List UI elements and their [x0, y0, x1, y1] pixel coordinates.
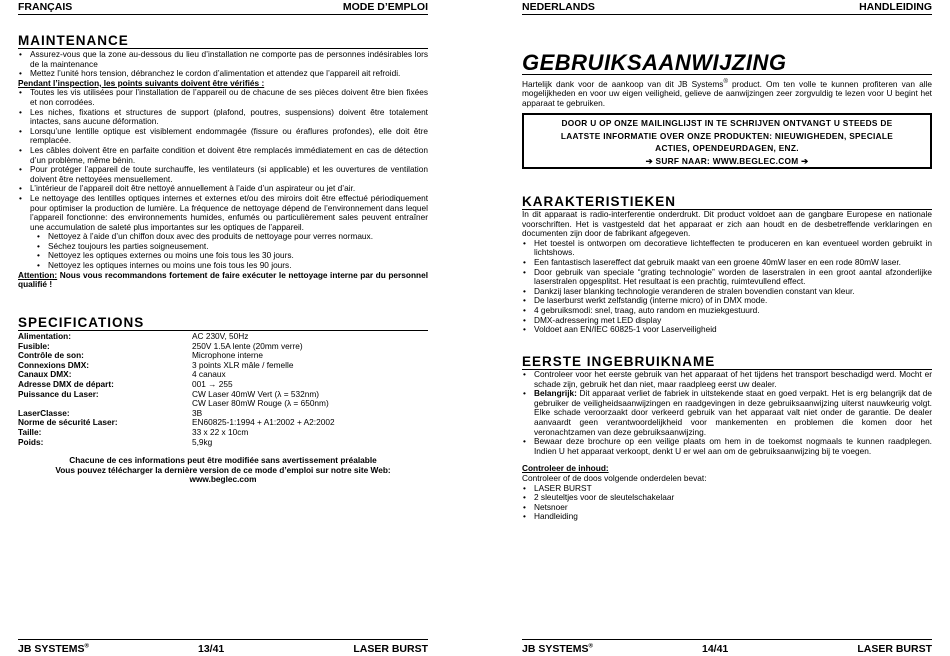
spec-label: Contrôle de son:: [18, 350, 84, 361]
spec-value: CW Laser 40mW Vert (λ = 532nm): [192, 388, 320, 399]
spec-value: 3B: [192, 407, 203, 418]
registered-mark: ®: [84, 643, 89, 650]
header-title: HANDLEIDING: [859, 1, 932, 13]
box-line-2: LAATSTE INFORMATIE OVER ONZE PRODUKTEN: NIEUWIGHEDEN, SPECIALE: [560, 130, 894, 141]
spec-label: Alimentation:: [18, 331, 72, 341]
intro-text-b: product. Om ten volle te kunnen profiteren van alle mogelijkheden en voor uw eigen veiligheid, gelieve de aanwijzingen zeer zorgvuldig te lezen voor U begint het apparaat te gebruiken.: [522, 78, 932, 108]
list-item: • Een fantastisch lasereffect dat gebruik maakt van een groene 40mW laser en een rode 80mW laser.: [522, 258, 932, 268]
features-section: [522, 210, 932, 335]
intro-paragraph: [522, 78, 932, 109]
registered-mark: ®: [723, 79, 728, 85]
list-item: • Nettoyez à l’aide d’un chiffon doux avec des produits de nettoyage pour verres normaux.: [18, 232, 428, 242]
inspection-list: [18, 88, 428, 232]
spec-value: 33 x 22 x 10cm: [192, 426, 249, 437]
list-item: • De laserburst werkt zelfstandig (interne micro) of in DMX mode.: [522, 296, 932, 306]
list-item: • Handleiding: [522, 512, 932, 522]
list-item: • LASER BURST: [522, 484, 932, 494]
list-item: • 2 sleuteltjes voor de sleutelschakelaar: [522, 493, 932, 503]
specifications-section: [18, 332, 428, 485]
box-line-4[interactable]: ➔ SURF NAAR: WWW.BEGLEC.COM ➔: [645, 155, 809, 166]
spec-label: Connexions DMX:: [18, 359, 89, 370]
list-item: • Door gebruik van speciale “grating technologie” worden de laserstralen in een groot aantal afzonderlijke laserstralen opgesplitst. Het resultaat is een prachtig, ruimtevullend effect.: [522, 268, 932, 287]
list-item: • Assurez-vous que la zone au-dessous du lieu d’installation ne comporte pas de personnes indésirables lors de la maintenance: [18, 50, 428, 69]
spec-value: 3 points XLR mâle / femelle: [192, 359, 294, 370]
footer-brand: [522, 643, 593, 655]
spec-label: LaserClasse:: [18, 407, 70, 418]
footer-brand-text: JB SYSTEMS: [18, 643, 85, 655]
maintenance-section: [18, 50, 428, 290]
title-divider: [522, 74, 932, 75]
list-item: • Nettoyez les optiques externes ou moins une fois tous les 30 jours.: [18, 251, 428, 261]
page-header: [18, 1, 428, 15]
header-language: FRANÇAIS: [18, 1, 73, 13]
spec-value: Microphone interne: [192, 350, 264, 361]
list-item: • Toutes les vis utilisées pour l’installation de l’appareil ou de chacune de ses pièces doivent être bien fixées et non corrodées.: [18, 88, 428, 107]
spec-value: 4 canaux: [192, 369, 226, 380]
list-item: • Le nettoyage des lentilles optiques internes et externes et/ou des miroirs doit être effectué périodiquement pour optimiser la production de lumière. La fréquence de nettoyage dépend de l’environnement dans lequel l’appareil fonctionne: des environnements humides, enfumés ou particulièrement sales peuvent entraîner une accumulation de saleté plus importantes sur les optiques de l’appareil.: [18, 194, 428, 232]
contents-intro: Controleer of de doos volgende onderdelen bevat:: [522, 472, 707, 483]
attention-label: Attention:: [18, 269, 58, 280]
document-title: GEBRUIKSAANWIJZING: [522, 50, 787, 75]
first-use-heading: EERSTE INGEBRUIKNAME: [522, 354, 932, 370]
intro-text-a: Hartelijk dank voor de aankoop van dit JB Systems: [522, 78, 724, 89]
contents-title: Controleer de inhoud:: [522, 463, 609, 474]
page-footer: [522, 639, 932, 656]
maintenance-heading: MAINTENANCE: [18, 33, 428, 49]
registered-mark: ®: [588, 643, 593, 650]
important-text: Dit apparaat verliet de fabriek in uitstekende staat en goed verpakt. Het is erg belangrijk dat de gebruiker de veiligheidsaanwijzingen en raadgevingen in deze gebruiksaanwijzing uiterst nauwkeurig volgt. Elke schade veroorzaakt door verkeerd gebruik van het apparaat valt niet onder de garantie. De dealer aanvaardt geen verantwoordelijkheid voor mankementen en problemen die komen door het veronachtzamen van deze gebruiksaanwijzing.: [534, 388, 932, 437]
list-item: • Lorsqu’une lentille optique est visiblement endommagée (fissure ou éraflures profondes), elle doit être remplacée.: [18, 127, 428, 146]
box-line-1: DOOR U OP ONZE MAILINGLIJST IN TE SCHRIJVEN ONTVANGT U STEEDS DE: [561, 118, 893, 128]
spec-value: 250V 1.5A lente (20mm verre): [192, 340, 303, 351]
left-page: [18, 0, 428, 654]
features-list: [522, 239, 932, 335]
list-item: • DMX-adressering met LED display: [522, 316, 932, 326]
features-heading: KARAKTERISTIEKEN: [522, 194, 932, 210]
list-item: • 4 gebruiksmodi: snel, traag, auto random en muziekgestuurd.: [522, 306, 932, 316]
page-number: 13/41: [198, 643, 225, 655]
spec-label: Taille:: [18, 426, 42, 437]
spec-label: Norme de sécurité Laser:: [18, 417, 118, 428]
features-intro: In dit apparaat is radio-interferentie onderdrukt. Dit product voldoet aan de gangbare Europese en nationale voorschriften. Het is vastgesteld dat het apparaat er zich aan houdt en de desbetreffende verklaringen en documenten zijn door de fabrikant afgegeven.: [522, 209, 932, 239]
list-item: • Dankzij laser blanking technologie veranderen de stralen bovendien constant van kleur.: [522, 287, 932, 297]
list-item: • Voldoet aan EN/IEC 60825-1 voor Laserveiligheid: [522, 325, 932, 335]
contents-list: [522, 484, 932, 522]
mailinglist-box: [522, 113, 932, 169]
spec-label: Poids:: [18, 436, 44, 447]
header-title: MODE D’EMPLOI: [342, 1, 428, 13]
spec-label: Adresse DMX de départ:: [18, 378, 114, 389]
list-item: • Bewaar deze brochure op een veilige plaats om hem in de toekomst nogmaals te kunnen raadplegen. Indien U het apparaat verkoopt, denkt U er wel aan om de gebruiksaanwijzing bij te voegen.: [522, 437, 932, 456]
list-item: • Mettez l’unité hors tension, débranchez le cordon d’alimentation et attendez que l’appareil ait refroidi.: [18, 69, 428, 79]
page-footer: [18, 639, 428, 656]
specifications-heading: SPECIFICATIONS: [18, 315, 428, 331]
spec-value: EN60825-1:1994 + A1:2002 + A2:2002: [192, 417, 335, 428]
spec-value: 001 → 255: [192, 378, 233, 389]
attention-note: [18, 271, 428, 290]
page-header: [522, 1, 932, 15]
list-item: • Les niches, fixations et structures de support (plafond, poutres, suspensions) doivent être totalement intactes, sans aucune déformation.: [18, 108, 428, 127]
right-page: [522, 0, 932, 654]
spec-value: CW Laser 80mW Rouge (λ = 650nm): [192, 398, 329, 409]
spec-label: Puissance du Laser:: [18, 388, 99, 399]
footer-product: LASER BURST: [857, 643, 932, 655]
important-label: Belangrijk:: [534, 388, 577, 399]
list-item: • Pour protéger l’appareil de toute surchauffe, les ventilateurs (si applicable) et les ouvertures de ventilation doivent être nettoyées mensuellement.: [18, 165, 428, 184]
spec-table: [18, 332, 428, 447]
spec-value: AC 230V, 50Hz: [192, 331, 249, 341]
spec-note-1: Chacune de ces informations peut être modifiée sans avertissement préalable: [69, 455, 377, 466]
list-item: • Les câbles doivent être en parfaite condition et doivent être remplacés immédiatement en cas de détection d’un problème, même bénin.: [18, 146, 428, 165]
first-use-section: [522, 370, 932, 522]
inspection-title: Pendant l’inspection, les points suivants doivent être vérifiés :: [18, 77, 265, 88]
spec-label: Fusible:: [18, 340, 50, 351]
list-item: • Het toestel is ontworpen om decoratieve lichteffecten te produceren en kan eventueel worden gebruikt in lichtshows.: [522, 239, 932, 258]
spec-note-2: Vous pouvez télécharger la dernière version de ce mode d’emploi sur notre site Web:: [55, 464, 391, 475]
list-item: • Séchez toujours les parties soigneusement.: [18, 242, 428, 252]
footer-brand-text: JB SYSTEMS: [522, 643, 589, 655]
list-item: • Netsnoer: [522, 503, 932, 513]
website-link[interactable]: www.beglec.com: [189, 474, 257, 485]
list-item: • L’intérieur de l’appareil doit être nettoyé annuellement à l’aide d’un aspirateur ou jet d’air.: [18, 184, 428, 194]
header-language: NEDERLANDS: [522, 1, 595, 13]
page-number: 14/41: [702, 643, 729, 655]
list-item: [522, 389, 932, 437]
maintenance-list: [18, 50, 428, 79]
footer-product: LASER BURST: [353, 643, 428, 655]
box-line-3: ACTIES, OPENDEURDAGEN, ENZ.: [655, 143, 799, 153]
spec-label: Canaux DMX:: [18, 369, 72, 380]
first-use-list: [522, 370, 932, 456]
footer-brand: [18, 643, 89, 655]
attention-text: Nous vous recommandons fortement de faire exécuter le nettoyage interne par du personnel qualifié !: [18, 269, 428, 290]
list-item: • Controleer voor het eerste gebruik van het apparaat of het tijdens het transport beschadigd werd. Mocht er schade zijn, gebruik het dan niet, maar raadpleeg eerst uw dealer.: [522, 370, 932, 389]
spec-value: 5,9kg: [192, 436, 213, 447]
list-item: • Nettoyez les optiques internes ou moins une fois tous les 90 jours.: [18, 261, 428, 271]
cleaning-list: [18, 232, 428, 270]
